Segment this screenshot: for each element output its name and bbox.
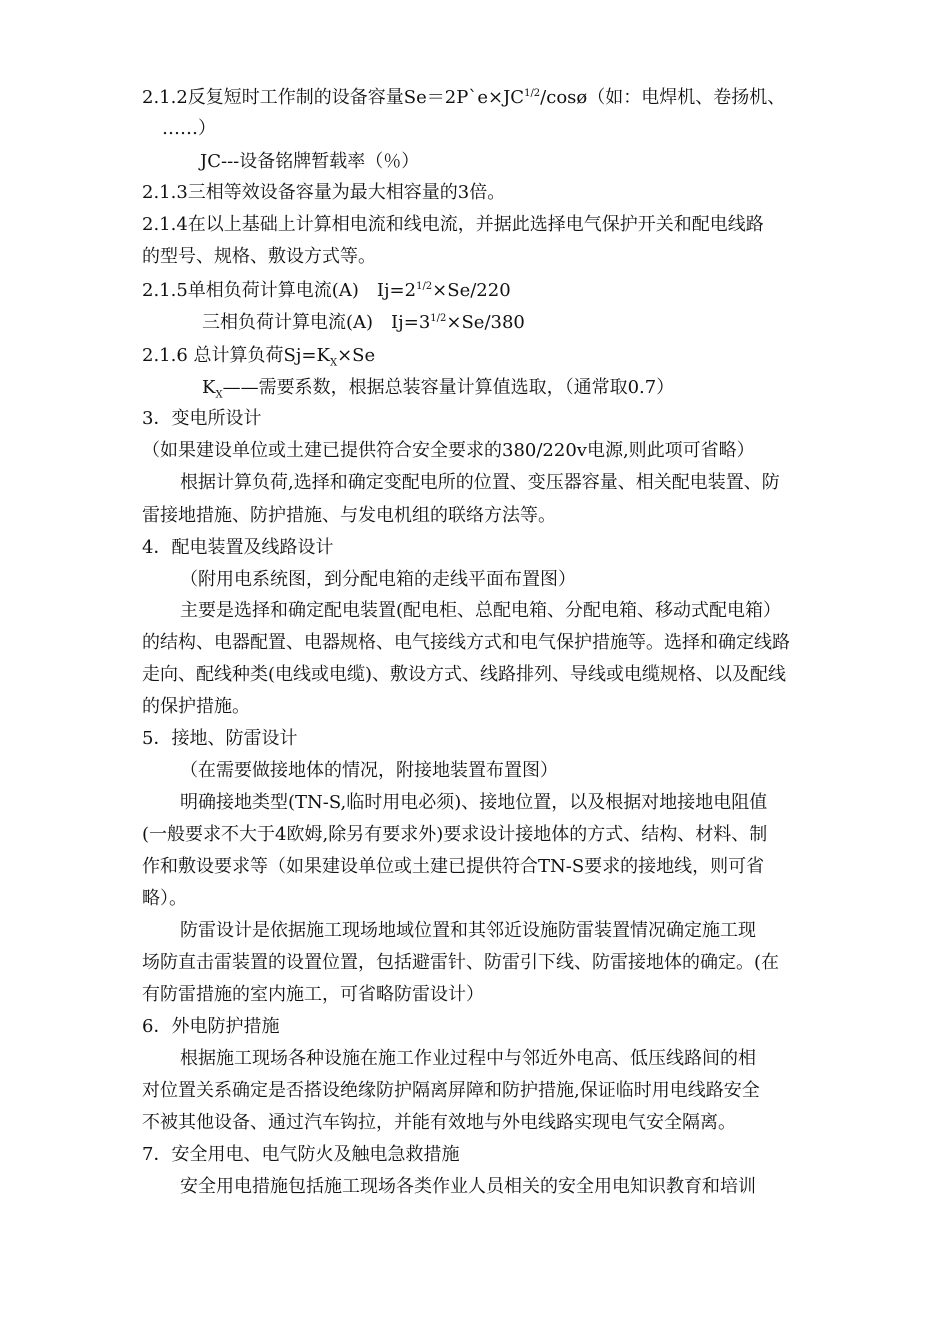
text-segment: 三相负荷计算电流(A) Ij=3	[202, 312, 431, 333]
text-line: （在需要做接地体的情况，附接地装置布置图）	[180, 760, 558, 781]
text-line	[202, 311, 525, 335]
superscript: 1/2	[524, 88, 541, 99]
text-line: 的结构、电器配置、电器规格、电气接线方式和电气保护措施等。选择和确定线路	[142, 632, 790, 653]
text-line: 走向、配线种类(电线或电缆)、敷设方式、线路排列、导线或电缆规格、以及配线	[142, 664, 787, 685]
text-line: JC---设备铭牌暂载率（％）	[200, 151, 420, 172]
text-line-2-1-5	[142, 279, 511, 303]
section-heading-6: 6．外电防护措施	[142, 1016, 280, 1037]
text-line: 根据计算负荷,选择和确定变配电所的位置、变压器容量、相关配电装置、防	[180, 472, 780, 493]
text-segment: ×Se	[337, 345, 376, 366]
text-line: （如果建设单位或土建已提供符合安全要求的380/220v电源,则此项可省略）	[142, 440, 755, 461]
text-segment: ×Se/380	[446, 312, 525, 333]
text-segment: ×Se/220	[432, 280, 511, 301]
text-line: ……）	[162, 118, 216, 139]
text-segment: 2.1.6 总计算负荷Sj=K	[142, 345, 330, 366]
section-heading-4: 4．配电装置及线路设计	[142, 537, 334, 558]
text-line: 作和敷设要求等（如果建设单位或土建已提供符合TN-S要求的接地线，则可省	[142, 856, 765, 877]
superscript: 1/2	[416, 281, 433, 292]
subscript: X	[329, 357, 338, 369]
text-line: (一般要求不大于4欧姆,除另有要求外)要求设计接地体的方式、结构、材料、制	[142, 824, 768, 845]
text-line: 的保护措施。	[142, 696, 250, 717]
text-line: （附用电系统图，到分配电箱的走线平面布置图）	[180, 569, 576, 590]
text-segment: 2.1.5单相负荷计算电流(A) Ij=2	[142, 280, 417, 301]
text-line: 不被其他设备、通过汽车钩拉，并能有效地与外电线路实现电气安全隔离。	[142, 1112, 736, 1133]
text-line-2-1-3: 2.1.3三相等效设备容量为最大相容量的3倍。	[142, 182, 506, 203]
text-line-2-1-2	[142, 86, 785, 110]
text-segment: K	[202, 377, 216, 398]
text-line: 防雷设计是依据施工现场地域位置和其邻近设施防雷装置情况确定施工现	[180, 920, 756, 941]
superscript: 1/2	[430, 313, 447, 324]
text-segment: ——需要系数，根据总装容量计算值选取，（通常取0.7）	[222, 377, 675, 398]
text-line: 场防直击雷装置的设置位置，包括避雷针、防雷引下线、防雷接地体的确定。(在	[142, 952, 780, 973]
text-line: 明确接地类型(TN-S,临时用电必须)、接地位置，以及根据对地接地电阻值	[180, 792, 768, 813]
text-line-2-1-4: 2.1.4在以上基础上计算相电流和线电流，并据此选择电气保护开关和配电线路	[142, 214, 764, 235]
subscript: X	[215, 389, 223, 401]
text-line-2-1-6	[142, 344, 375, 368]
text-line: 主要是选择和确定配电装置(配电柜、总配电箱、分配电箱、移动式配电箱）	[180, 600, 782, 621]
text-line: 有防雷措施的室内施工，可省略防雷设计）	[142, 984, 484, 1005]
section-heading-5: 5．接地、防雷设计	[142, 728, 298, 749]
text-line: 雷接地措施、防护措施、与发电机组的联络方法等。	[142, 505, 556, 526]
text-line: 的型号、规格、敷设方式等。	[142, 246, 376, 267]
text-line	[202, 376, 674, 400]
section-heading-3: 3．变电所设计	[142, 408, 262, 429]
text-line: 略）。	[142, 888, 187, 909]
text-segment: /cosø（如：电焊机、卷扬机、	[540, 87, 786, 108]
text-segment: 2.1.2反复短时工作制的设备容量Se＝2P`e×JC	[142, 87, 525, 108]
text-line: 对位置关系确定是否搭设绝缘防护隔离屏障和防护措施,保证临时用电线路安全	[142, 1080, 760, 1101]
text-line: 安全用电措施包括施工现场各类作业人员相关的安全用电知识教育和培训	[180, 1176, 756, 1197]
section-heading-7: 7．安全用电、电气防火及触电急救措施	[142, 1144, 460, 1165]
text-line: 根据施工现场各种设施在施工作业过程中与邻近外电高、低压线路间的相	[180, 1048, 756, 1069]
